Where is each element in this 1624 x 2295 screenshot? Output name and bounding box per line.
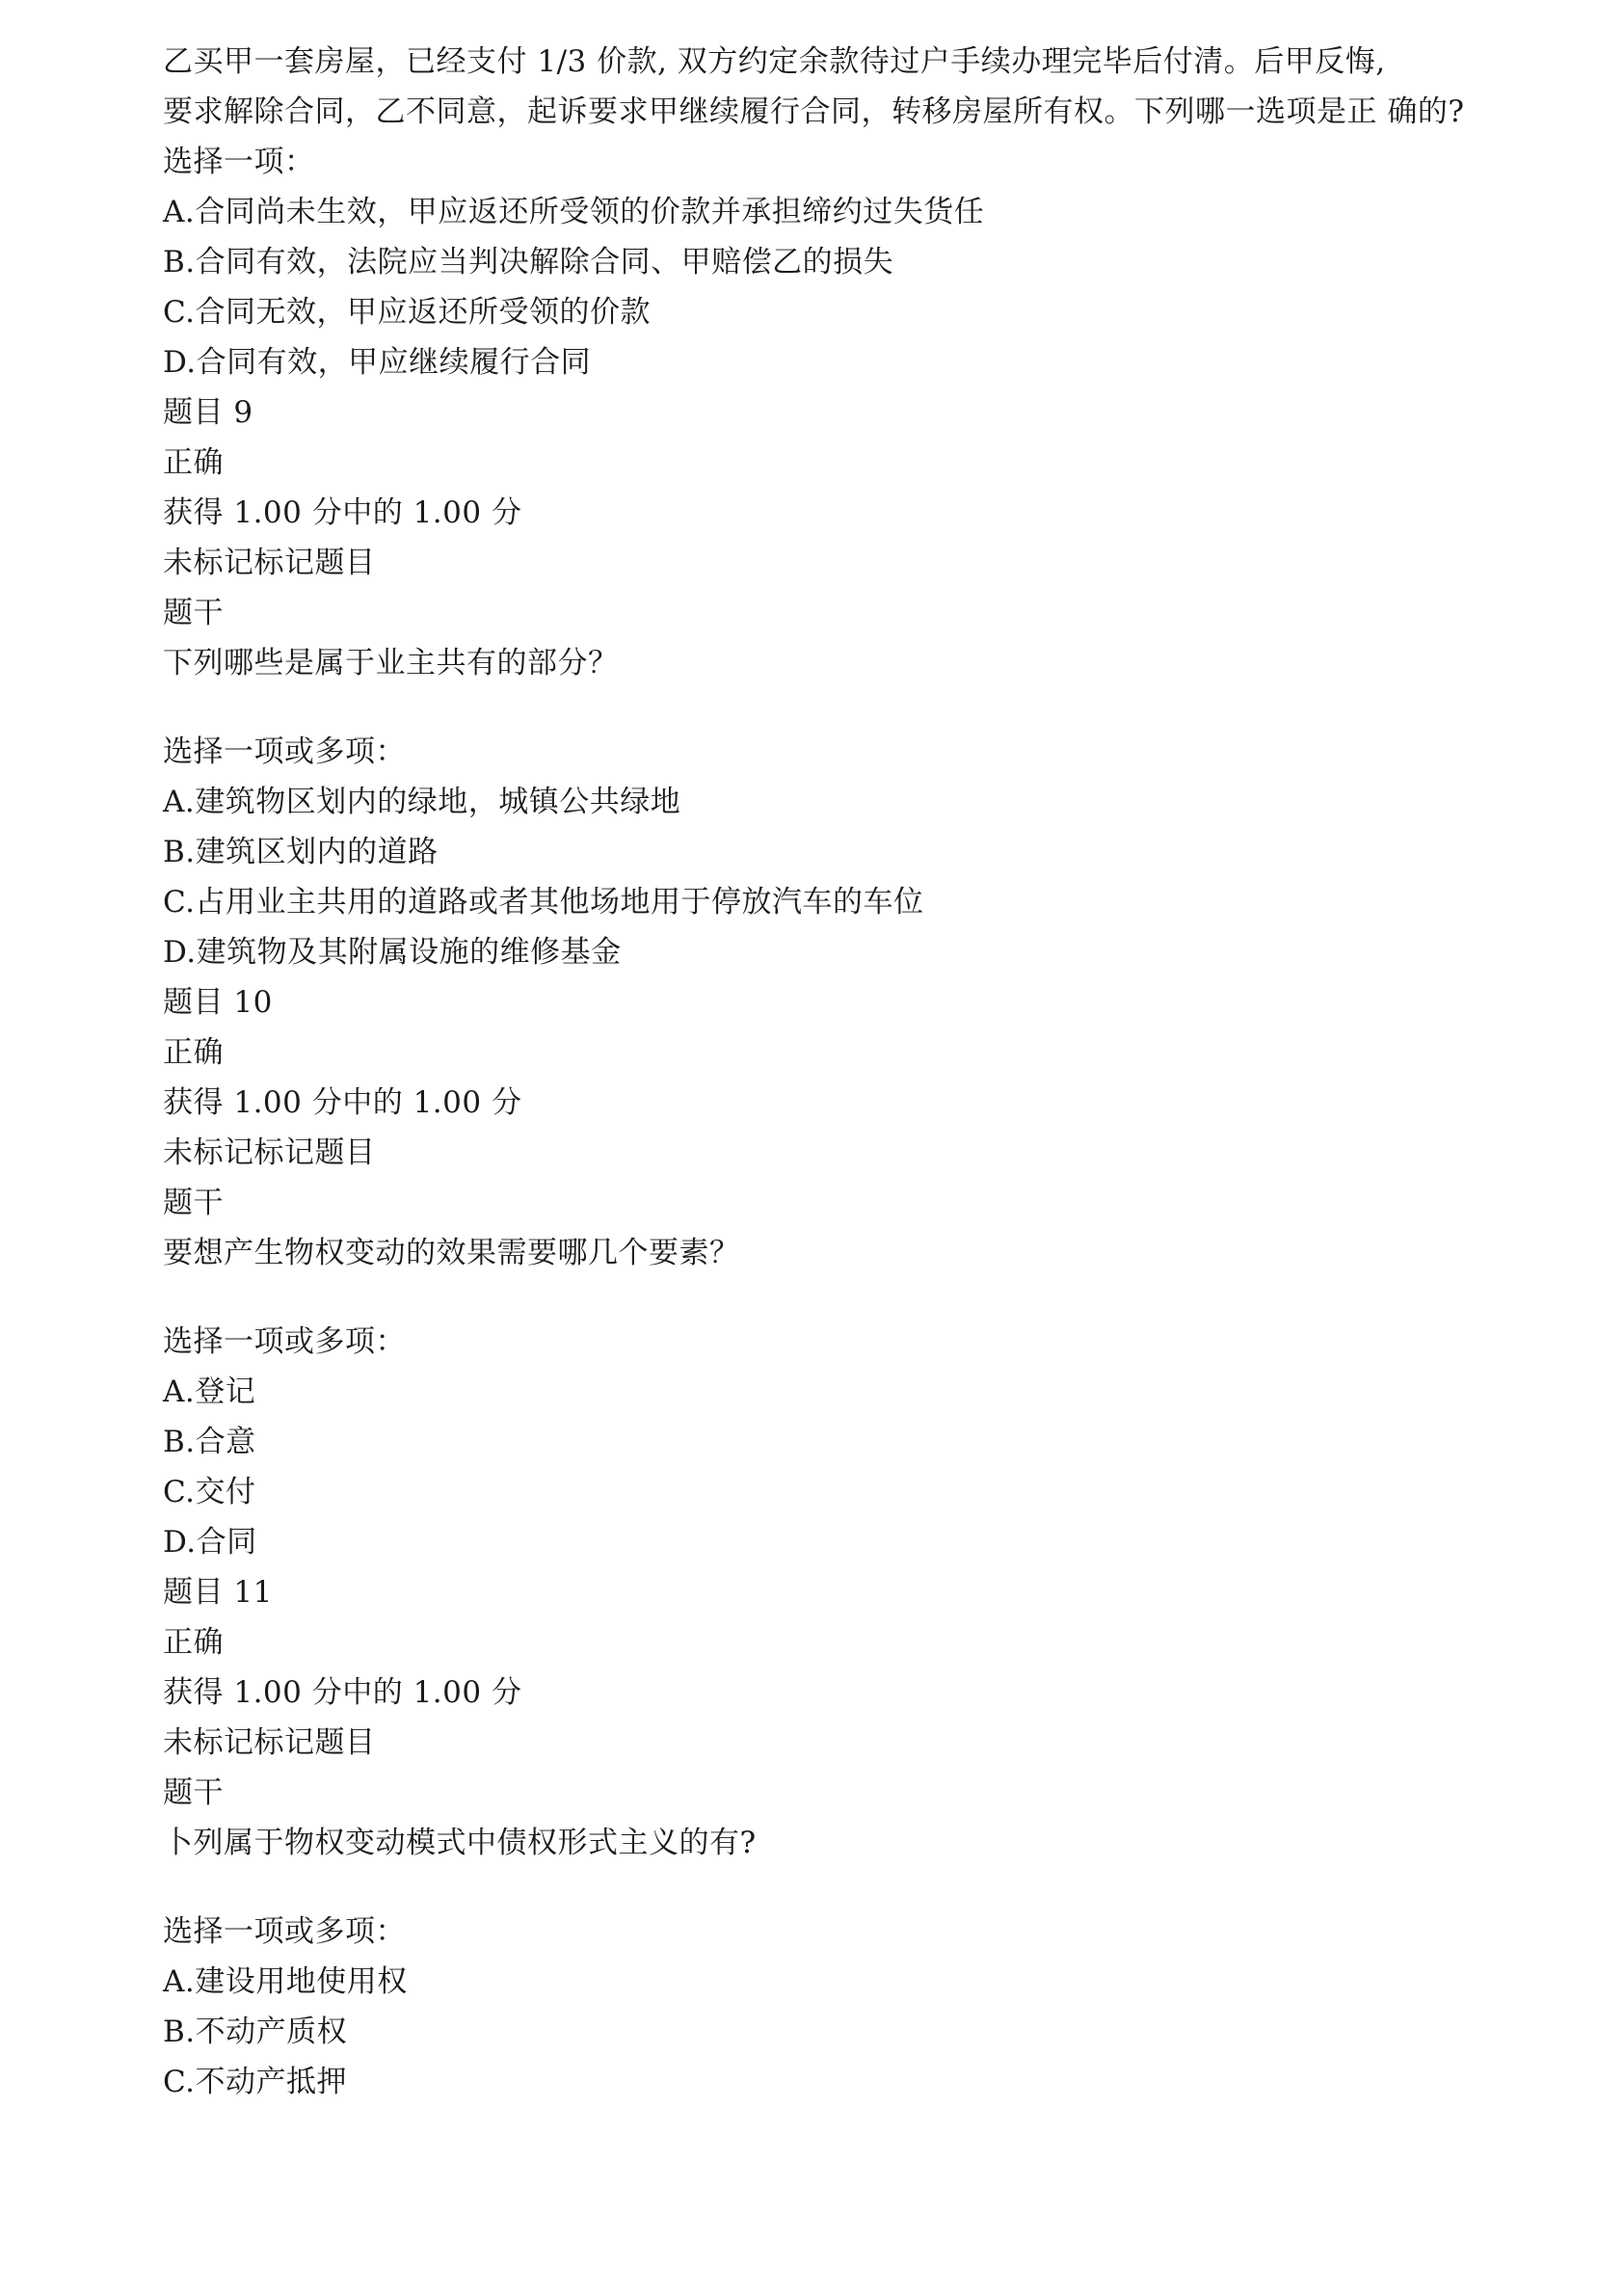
- q11-number: 题目 11: [163, 1575, 273, 1610]
- q8-option-b: B.合同有效，法院应当判决解除合同、甲赔偿乙的损失: [163, 245, 894, 280]
- q10-option-d: D.合同: [163, 1525, 257, 1560]
- q11-score: 获得 1.00 分中的 1.00 分: [163, 1675, 522, 1710]
- q9-status: 正确: [163, 445, 224, 480]
- q9-stem-label: 题干: [163, 596, 224, 630]
- q8-stem-line1: 乙买甲一套房屋，已经支付 1/3 价款, 双方约定余款待过户手续办理完毕后付清。后甲反悔,: [163, 44, 1386, 79]
- q11-option-c: C.不动产抵押: [163, 2065, 347, 2099]
- blank-line: [163, 1868, 1512, 1907]
- q10-option-c: C.交付: [163, 1475, 256, 1509]
- q10-option-a: A.登记: [163, 1374, 256, 1409]
- blank-line: [163, 1278, 1512, 1317]
- blank-line: [163, 688, 1512, 727]
- q9-prompt: 选择一项或多项：: [163, 734, 406, 769]
- q8-stem-line2: 要求解除合同，乙不同意，起诉要求甲继续履行合同，转移房屋所有权。下列哪一选项是正 确的?: [163, 94, 1465, 129]
- q8-prompt: 选择一项：: [163, 145, 315, 179]
- q10-flag: 未标记标记题目: [163, 1135, 376, 1170]
- q11-option-a: A.建设用地使用权: [163, 1964, 408, 1999]
- q9-flag: 未标记标记题目: [163, 546, 376, 580]
- q9-option-c: C.占用业主共用的道路或者其他场地用于停放汽车的车位: [163, 885, 924, 920]
- q9-option-a: A.建筑物区划内的绿地，城镇公共绿地: [163, 785, 681, 819]
- document-page: [163, 37, 1512, 2107]
- q9-option-b: B.建筑区划内的道路: [163, 835, 439, 869]
- q10-option-b: B.合意: [163, 1425, 256, 1459]
- q10-number: 题目 10: [163, 985, 273, 1020]
- q10-prompt: 选择一项或多项：: [163, 1324, 406, 1359]
- q10-score: 获得 1.00 分中的 1.00 分: [163, 1085, 522, 1120]
- q11-prompt: 选择一项或多项：: [163, 1914, 406, 1949]
- q9-number: 题目 9: [163, 395, 253, 430]
- q8-option-d: D.合同有效，甲应继续履行合同: [163, 345, 592, 380]
- q10-stem: 要想产生物权变动的效果需要哪几个要素？: [163, 1236, 740, 1270]
- q11-status: 正确: [163, 1625, 224, 1660]
- q11-flag: 未标记标记题目: [163, 1725, 376, 1760]
- q10-stem-label: 题干: [163, 1186, 224, 1220]
- q10-status: 正确: [163, 1035, 224, 1070]
- q9-score: 获得 1.00 分中的 1.00 分: [163, 495, 522, 530]
- q9-stem: 下列哪些是属于业主共有的部分？: [163, 646, 619, 680]
- q8-option-a: A.合同尚未生效，甲应返还所受领的价款并承担缔约过失货任: [163, 195, 985, 229]
- q8-option-c: C.合同无效，甲应返还所受领的价款: [163, 295, 651, 330]
- q11-option-b: B.不动产质权: [163, 2015, 348, 2049]
- q11-stem: 卜列属于物权变动模式中债权形式主义的有?: [163, 1826, 757, 1860]
- q9-option-d: D.建筑物及其附属设施的维修基金: [163, 935, 622, 970]
- q11-stem-label: 题干: [163, 1775, 224, 1810]
